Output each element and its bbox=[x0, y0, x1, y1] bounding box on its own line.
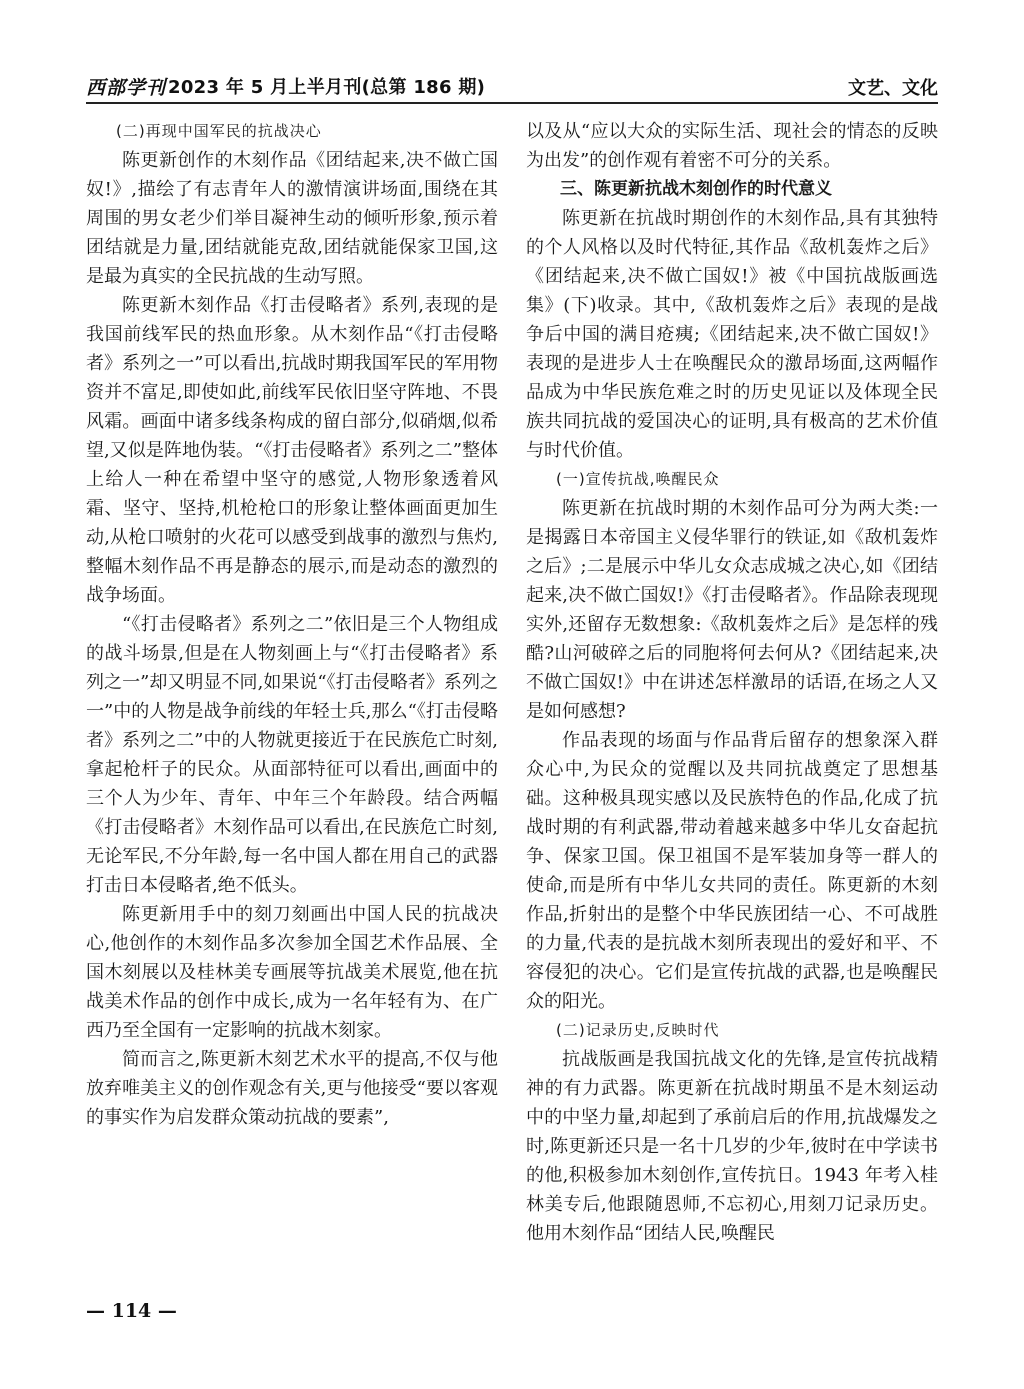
paragraph: 作品表现的场面与作品背后留存的想象深入群众心中,为民众的觉醒以及共同抗战奠定了思想基础。这种极具现实感以及民族特色的作品,化成了抗战时期的有利武器,带动着越来越多中华儿女奋起抗争、保家卫国。保卫祖国不是军装加身等一群人的使命,而是所有中华儿女共同的责任。陈更新的木刻作品,折射出的是整个中华民族团结一心、不可战胜的力量,代表的是抗战木刻所表现出的爱好和平、不容侵犯的决心。它们是宣传抗战的武器,也是唤醒民众的阳光。 bbox=[526, 730, 938, 1012]
subsection-heading: (二)记录历史,反映时代 bbox=[556, 1021, 720, 1039]
paragraph: 陈更新在抗战时期创作的木刻作品,具有其独特的个人风格以及时代特征,其作品《敌机轰炸之后》《团结起来,决不做亡国奴!》被《中国抗战版画选集》(下)收录。其中,《敌机轰炸之后》表现的是战争后中国的满目疮痍;《团结起来,决不做亡国奴!》表现的是进步人士在唤醒民众的激昂场面,这两幅作品成为中华民族危难之时的历史见证以及体现全民族共同抗战的爱国决心的证明,具有极高的艺术价值与时代价值。 bbox=[526, 208, 938, 461]
paragraph: 简而言之,陈更新木刻艺术水平的提高,不仅与他放弃唯美主义的创作观念有关,更与他接受“要以客观的事实作为启发群众策动抗战的要素”, bbox=[86, 1049, 498, 1128]
paragraph: “《打击侵略者》系列之二”依旧是三个人物组成的战斗场景,但是在人物刻画上与“《打击侵略者》系列之一”却又明显不同,如果说“《打击侵略者》系列之一”中的人物是战争前线的年轻士兵,那么“《打击侵略者》系列之二”中的人物就更接近于在民族危亡时刻,拿起枪杆子的民众。从面部特征可以看出,画面中的三个人为少年、青年、中年三个年龄段。结合两幅《打击侵略者》木刻作品可以看出,在民族危亡时刻,无论军民,不分年龄,每一名中国人都在用自己的武器打击日本侵略者,绝不低头。 bbox=[86, 614, 498, 896]
page-number: — 114 — bbox=[86, 1300, 177, 1322]
left-column bbox=[86, 117, 498, 1132]
right-column bbox=[526, 117, 938, 1248]
journal-logo: 西部学刊 bbox=[86, 76, 167, 99]
subsection-heading: (一)宣传抗战,唤醒民众 bbox=[556, 470, 720, 488]
paragraph: 陈更新创作的木刻作品《团结起来,决不做亡国奴!》,描绘了有志青年人的激情演讲场面,围绕在其周围的男女老少们举目凝神生动的倾听形象,预示着团结就是力量,团结就能克敌,团结就能保家卫国,这是最为真实的全民抗战的生动写照。 bbox=[86, 150, 498, 287]
section-label: 文艺、文化 bbox=[848, 78, 938, 99]
paragraph-continued: 以及从“应以大众的实际生活、现社会的情态的反映为出发”的创作观有着密不可分的关系。 bbox=[526, 121, 938, 171]
paragraph: 抗战版画是我国抗战文化的先锋,是宣传抗战精神的有力武器。陈更新在抗战时期虽不是木刻运动中的中坚力量,却起到了承前启后的作用,抗战爆发之时,陈更新还只是一名十几岁的少年,彼时在中学读书的他,积极参加木刻创作,宣传抗日。1943 年考入桂林美专后,他跟随恩师,不忘初心,用刻刀记录历史。他用木刻作品“团结人民,唤醒民 bbox=[526, 1049, 938, 1244]
masthead bbox=[86, 72, 485, 100]
subsection-heading: (二)再现中国军民的抗战决心 bbox=[116, 122, 322, 140]
paragraph: 陈更新用手中的刻刀刻画出中国人民的抗战决心,他创作的木刻作品多次参加全国艺术作品展、全国木刻展以及桂林美专画展等抗战美术展览,他在抗战美术作品的创作中成长,成为一名年轻有为、在广西乃至全国有一定影响的抗战木刻家。 bbox=[86, 904, 498, 1041]
issue-info: 2023 年 5 月上半月刊(总第 186 期) bbox=[168, 77, 486, 98]
paragraph: 陈更新木刻作品《打击侵略者》系列,表现的是我国前线军民的热血形象。从木刻作品“《打击侵略者》系列之一”可以看出,抗战时期我国军民的军用物资并不富足,即使如此,前线军民依旧坚守阵地、不畏风霜。画面中诸多线条构成的留白部分,似硝烟,似希望,又似是阵地伪装。“《打击侵略者》系列之二”整体上给人一种在希望中坚守的感觉,人物形象透着风霜、坚守、坚持,机枪枪口的形象让整体画面更加生动,从枪口喷射的火花可以感受到战事的激烈与焦灼,整幅木刻作品不再是静态的展示,而是动态的激烈的战争场面。 bbox=[86, 295, 498, 606]
page-header bbox=[86, 68, 938, 104]
section-heading: 三、陈更新抗战木刻创作的时代意义 bbox=[560, 179, 832, 199]
paragraph: 陈更新在抗战时期的木刻作品可分为两大类:一是揭露日本帝国主义侵华罪行的铁证,如《敌机轰炸之后》;二是展示中华儿女众志成城之决心,如《团结起来,决不做亡国奴!》《打击侵略者》。作品除表现现实外,还留存无数想象:《敌机轰炸之后》是怎样的残酷?山河破碎之后的同胞将何去何从?《团结起来,决不做亡国奴!》中在讲述怎样激昂的话语,在场之人又是如何感想? bbox=[526, 498, 938, 722]
